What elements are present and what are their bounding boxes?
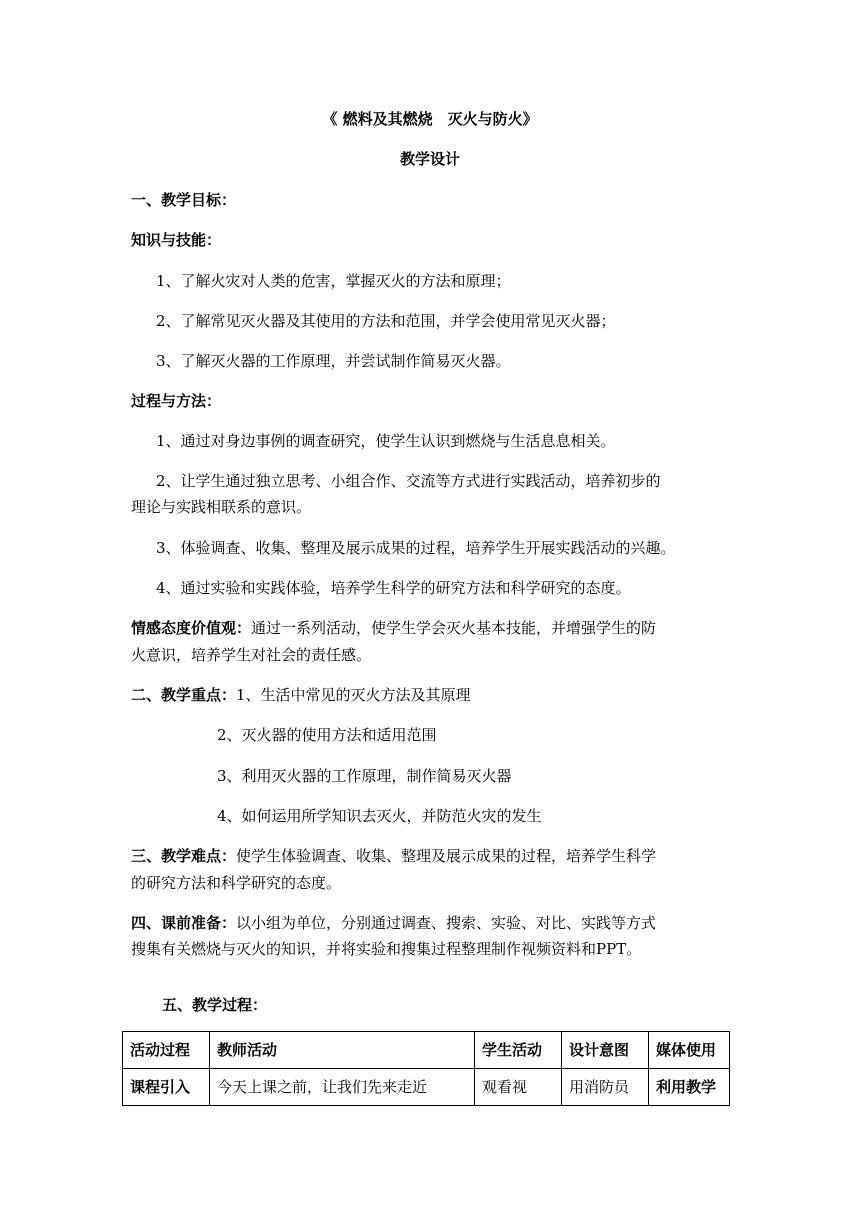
document-subtitle: 教学设计	[399, 150, 460, 168]
section-heading-process: 五、教学过程：	[162, 996, 268, 1014]
difficulties-text: 使学生体验调查、收集、整理及展示成果的过程，培养学生科学	[236, 847, 657, 865]
values-paragraph	[131, 618, 731, 638]
teaching-process-table	[122, 1031, 730, 1106]
table-header-cell: 媒体使用	[649, 1032, 730, 1069]
table-row	[123, 1069, 730, 1106]
key-points-paragraph	[131, 685, 731, 705]
section-heading-objectives: 一、教学目标：	[131, 191, 237, 209]
prep-text: 以小组为单位，分别通过调查、搜索、实验、对比、实践等方式	[236, 914, 657, 932]
knowledge-heading: 知识与技能：	[131, 231, 222, 249]
process-item: 2、让学生通过独立思考、小组合作、交流等方式进行实践活动，培养初步的	[156, 472, 661, 490]
key-points-label: 二、教学重点：	[131, 686, 237, 704]
process-item: 4、通过实验和实践体验，培养学生科学的研究方法和科学研究的态度。	[156, 579, 631, 597]
table-header-cell: 学生活动	[475, 1032, 562, 1069]
table-cell: 观看视	[475, 1069, 562, 1106]
process-item: 1、通过对身边事例的调查研究，使学生认识到燃烧与生活息息相关。	[156, 432, 616, 450]
key-point-item: 3、利用灭火器的工作原理，制作简易灭火器	[217, 767, 512, 785]
difficulties-paragraph-continued: 的研究方法和科学研究的态度。	[131, 874, 342, 892]
process-heading: 过程与方法：	[131, 392, 222, 410]
knowledge-item: 2、了解常见灭火器及其使用的方法和范围，并学会使用常见灭火器；	[156, 312, 616, 330]
document-title: 《 燃料及其燃烧 灭火与防火》	[322, 110, 538, 128]
table-header-cell: 活动过程	[123, 1032, 210, 1069]
table-header-cell: 教师活动	[210, 1032, 475, 1069]
key-point-item: 4、如何运用所学知识去灭火，并防范火灾的发生	[217, 807, 542, 825]
values-text: 通过一系列活动，使学生学会灭火基本技能，并增强学生的防	[251, 619, 657, 637]
difficulties-paragraph	[131, 846, 731, 866]
table-cell: 利用教学	[649, 1069, 730, 1106]
prep-paragraph	[131, 913, 731, 933]
process-item-continued: 理论与实践相联系的意识。	[131, 498, 312, 516]
knowledge-item: 3、了解灭火器的工作原理，并尝试制作简易灭火器。	[156, 352, 511, 370]
key-point-item: 2、灭火器的使用方法和适用范围	[217, 726, 437, 744]
table-header-cell: 设计意图	[562, 1032, 649, 1069]
values-paragraph-continued: 火意识，培养学生对社会的责任感。	[131, 646, 372, 664]
table-cell: 用消防员	[562, 1069, 649, 1106]
key-point-item: 1、生活中常见的灭火方法及其原理	[236, 686, 471, 704]
table-cell: 今天上课之前，让我们先来走近	[210, 1069, 475, 1106]
difficulties-label: 三、教学难点：	[131, 847, 237, 865]
knowledge-item: 1、了解火灾对人类的危害，掌握灭火的方法和原理；	[156, 272, 511, 290]
prep-label: 四、课前准备：	[131, 914, 237, 932]
table-cell: 课程引入	[123, 1069, 210, 1106]
table-header-row	[123, 1032, 730, 1069]
values-label: 情感态度价值观：	[131, 619, 252, 637]
prep-paragraph-continued: 搜集有关燃烧与灭火的知识，并将实验和搜集过程整理制作视频资料和PPT。	[131, 940, 642, 958]
process-item: 3、体验调查、收集、整理及展示成果的过程，培养学生开展实践活动的兴趣。	[156, 539, 676, 557]
